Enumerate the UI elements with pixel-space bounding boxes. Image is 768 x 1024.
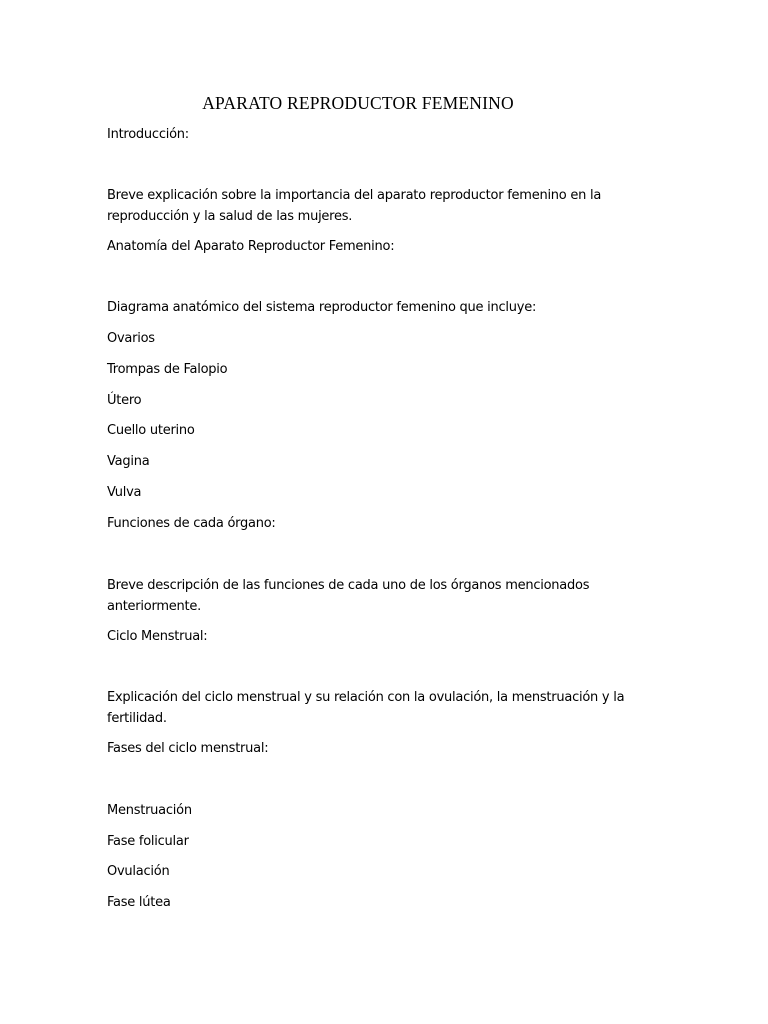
organ-list-item: Útero [107,393,142,408]
phase-list-item: Fase folicular [107,834,189,849]
organ-list-item: Trompas de Falopio [107,362,228,377]
phases-heading: Fases del ciclo menstrual: [107,741,269,756]
phase-list-item: Ovulación [107,864,170,879]
intro-heading: Introducción: [107,127,189,142]
phase-list-item: Fase lútea [107,895,171,910]
intro-text: Breve explicación sobre la importancia del aparato reproductor femenino en la reproducción y la salud de las mujeres. [107,188,602,224]
functions-heading: Funciones de cada órgano: [107,516,276,531]
cycle-heading: Ciclo Menstrual: [107,629,208,644]
functions-text: Breve descripción de las funciones de cada uno de los órganos mencionados anteriormente. [107,578,590,614]
phase-list-item: Menstruación [107,803,192,818]
document-title: APARATO REPRODUCTOR FEMENINO [202,93,514,113]
organ-list-item: Vagina [107,454,150,469]
anatomy-heading: Anatomía del Aparato Reproductor Femenino: [107,239,395,254]
organ-list-item: Vulva [107,485,142,500]
diagram-text: Diagrama anatómico del sistema reproductor femenino que incluye: [107,300,537,315]
organ-list-item: Cuello uterino [107,423,195,438]
cycle-text: Explicación del ciclo menstrual y su relación con la ovulación, la menstruación y la fertilidad. [107,690,625,726]
organ-list-item: Ovarios [107,331,155,346]
